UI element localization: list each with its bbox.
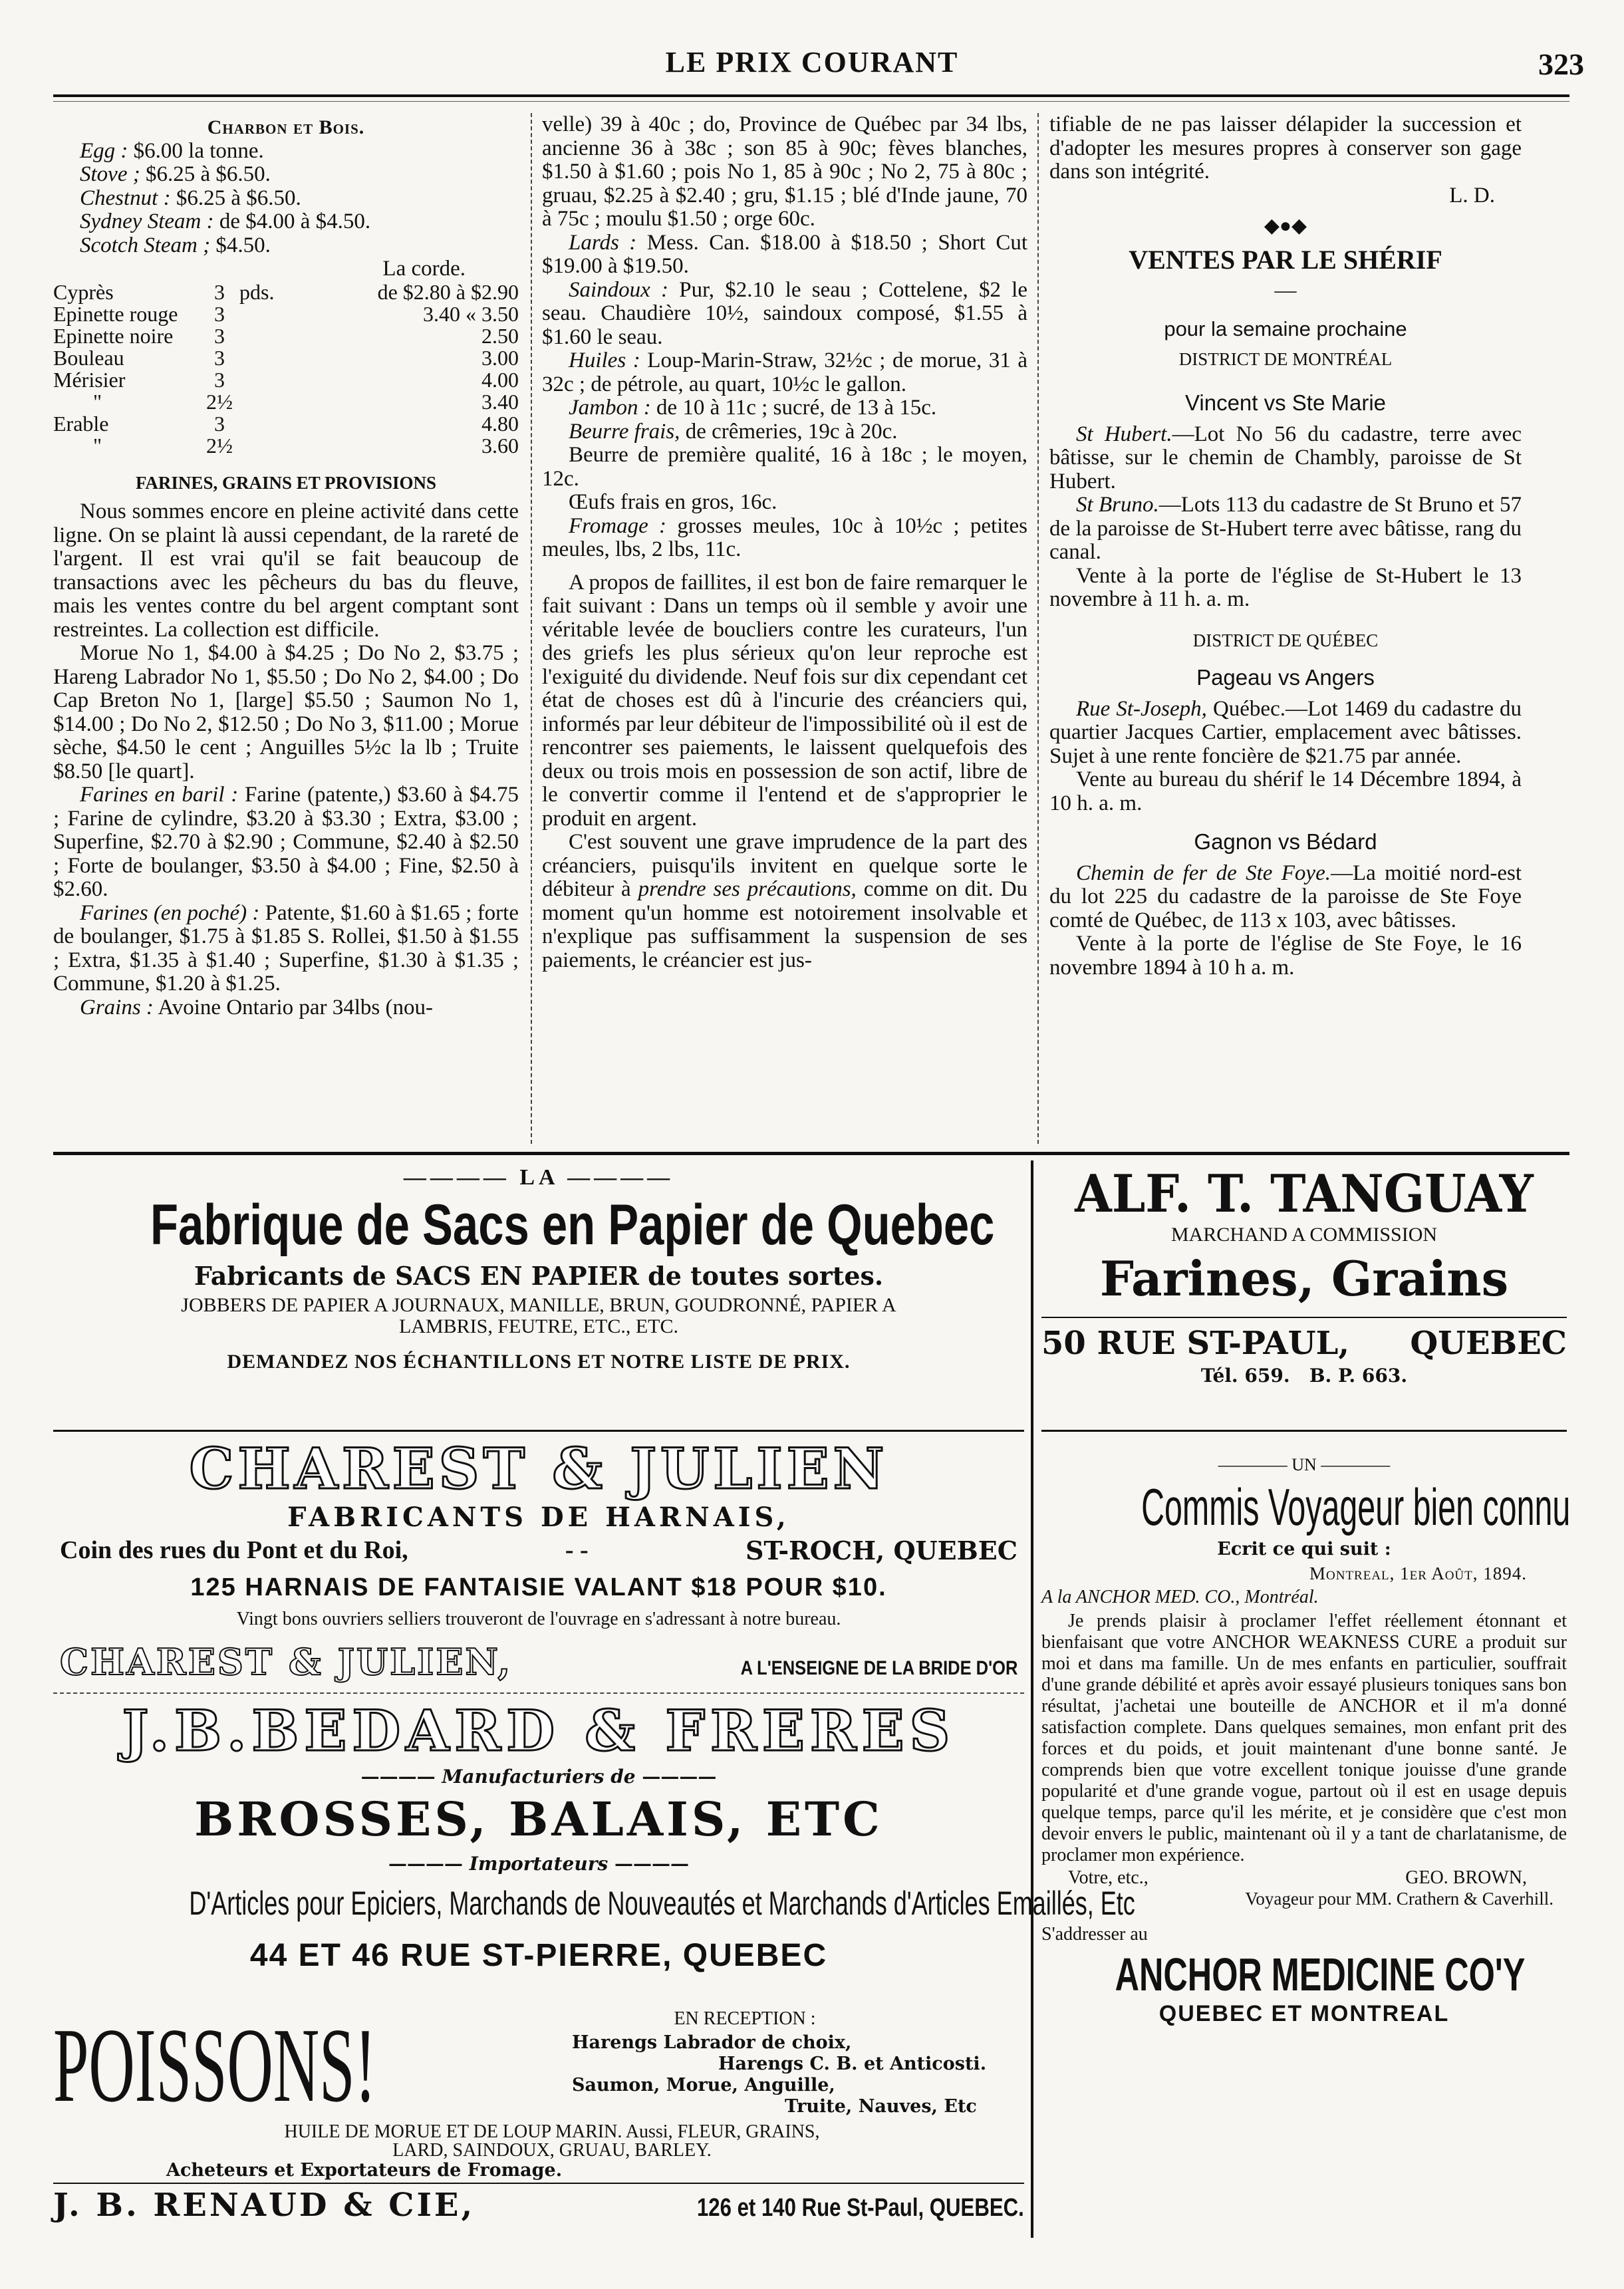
ad-line: Ecrit ce qui suit : [1217, 1539, 1391, 1559]
ad-line: ———— Importateurs ———— [388, 1853, 689, 1875]
coal-item: Egg : $6.00 la tonne. [80, 138, 264, 163]
table-row: Cyprès 3 pds. de $2.80 à $2.90 [53, 279, 519, 304]
paragraph: St Hubert.—Lot No 56 du cadastre, terre avec bâtisse, sur le chemin de Chambly, paroisse de St Hubert. [1049, 422, 1522, 493]
ad-line: Harengs C. B. et Anticosti. [718, 2054, 987, 2074]
column-3 [1049, 113, 1522, 980]
paragraph: Farines en baril : Farine (patente,) $3.60 à $4.75 ; Farine de cylindre, $3.20 à $3.30 ; Extra, $3.00 ; Superfine, $2.70 à $2.90 ; Commune, $2.40 à $2.50 ; Forte de boulanger, $3.50 à $4.00 ; Fine, $2.50 à $2.60. [53, 783, 519, 901]
ad-line: 125 HARNAIS DE FANTAISIE VALANT $18 POUR $10. [190, 1573, 887, 1601]
header-rule-thin [53, 101, 1569, 102]
paragraph: Œufs frais en gros, 16c. [569, 490, 777, 514]
sheriff-sales-title: VENTES PAR LE SHÉRIF [1129, 244, 1442, 275]
paragraph: tifiable de ne pas laisser délapider la succession et d'adopter les mesures propres à conserver son gage dans son intégrité. [1049, 112, 1522, 184]
ad-line: Truite, Nauves, Etc [785, 2096, 977, 2117]
paragraph: Vente à la porte de l'église de St-Hubert le 13 novembre à 11 h. a. m. [1049, 563, 1522, 611]
table-row: " 2½ 3.60 [93, 433, 519, 458]
coal-item: Scotch Steam ; $4.50. [80, 233, 271, 257]
ad-line: D'Articles pour Epiciers, Marchands de Nouveautés et Marchands d'Articles Emaillés, Etc [189, 1885, 1135, 1922]
ad-footer [53, 2187, 1024, 2224]
ad-line: JOBBERS DE PAPIER A JOURNAUX, MANILLE, BRUN, GOUDRONNÉ, PAPIER A LAMBRIS, FEUTRE, ETC., ETC. [181, 1294, 896, 1337]
ad-date: Montreal, 1er Août, 1894. [1309, 1563, 1527, 1583]
table-row: Epinette noire 3 2.50 [53, 323, 519, 348]
coal-item: Chestnut : $6.25 à $6.50. [80, 186, 301, 210]
paragraph: Vente à la porte de l'église de Ste Foye, le 16 novembre 1894 à 10 h a. m. [1049, 932, 1522, 980]
paragraph: Chemin de fer de Ste Foye.—La moitié nord-est du lot 225 du cadastre de la paroisse de Ste Foye comté de Québec, de 113 x 103, avec bâtisses. [1049, 861, 1522, 932]
paragraph: Huiles : Loup-Marin-Straw, 32½c ; de morue, 31 à 32c ; de pétrole, au quart, 10½c le gallon. [542, 348, 1028, 396]
ad-signature [1041, 1867, 1567, 1889]
ad-title: Fabrique de Sacs en Papier de Quebec [150, 1193, 995, 1257]
column-2 [542, 113, 1027, 972]
ad-address: 126 et 140 Rue St-Paul, QUEBEC. [697, 2194, 1024, 2222]
ad-sign-name: GEO. BROWN, [1405, 1867, 1527, 1888]
paragraph: Beurre de première qualité, 16 à 18c ; le moyen, 12c. [542, 443, 1027, 491]
paragraph: Beurre frais, de crêmeries, 19c à 20c. [569, 419, 898, 444]
column-divider [1037, 113, 1039, 1144]
coal-list [80, 140, 519, 258]
ad-sign-greeting: Votre, etc., [1068, 1867, 1149, 1888]
ad-line: Tél. 659. B. P. 663. [1200, 1365, 1408, 1387]
page-number: 323 [1538, 47, 1584, 81]
ad-address-line [53, 1536, 1024, 1565]
ad-address: Coin des rues du Pont et du Roi, [60, 1536, 408, 1564]
coal-wood-heading: Charbon et Bois. [207, 116, 365, 138]
ad-kicker: ———— LA ———— [403, 1165, 674, 1190]
ad-title: Commis Voyageur bien connu [1141, 1478, 1571, 1536]
paragraph: Lards : Mess. Can. $18.00 à $18.50 ; Short Cut $19.00 à $19.50. [542, 230, 1027, 278]
table-row: Mérisier 3 4.00 [53, 367, 519, 392]
paragraph: Saindoux : Pur, $2.10 le seau ; Cottelene, $2 le seau. Chaudière 10½, saindoux composé, $1.55 à $1.60 le seau. [542, 277, 1027, 349]
ads-column-divider [1031, 1160, 1033, 2238]
ad-kicker: ———— UN ———— [1218, 1455, 1391, 1474]
ad-line: HUILE DE MORUE ET DE LOUP MARIN. Aussi, FLEUR, GRAINS, [284, 2121, 820, 2142]
ad-anchor [1041, 1455, 1571, 2027]
ad-fabrique-sacs [53, 1165, 1024, 1373]
case-title: Gagnon vs Bédard [1194, 829, 1377, 854]
paragraph: Vente au bureau du shérif le 14 Décembre 1894, à 10 h. a. m. [1049, 767, 1522, 815]
paragraph: Farines (en poché) : Patente, $1.60 à $1.65 ; forte de boulanger, $1.75 à $1.85 S. Rollei, $1.50 à $1.55 ; Extra, $1.35 à $1.40 ; Superfine, $1.30 à $1.35 ; Commune, $1.20 à $1.25. [53, 900, 519, 996]
ad-line: LARD, SAINDOUX, GRUAU, BARLEY. [392, 2140, 712, 2161]
ad-tanguay [1041, 1165, 1567, 1387]
ad-city: ST-ROCH, QUEBEC [745, 1536, 1017, 1565]
ad-title: POISSONS! [53, 2006, 376, 2124]
ad-title: ALF. T. TANGUAY [1075, 1164, 1534, 1224]
ad-charest-julien [53, 1438, 1024, 1683]
ad-address: 50 RUE ST-PAUL, [1041, 1325, 1350, 1362]
ad-line: S'addresser au [1041, 1924, 1148, 1945]
table-row: " 2½ 3.40 [93, 389, 519, 414]
column-divider [531, 113, 532, 1144]
ad-company: J. B. RENAUD & CIE, [53, 2187, 475, 2224]
ads-separator [53, 1152, 1569, 1155]
header-rule [53, 94, 1569, 97]
ad-line: Harengs Labrador de choix, [572, 2032, 852, 2053]
paragraph: Rue St-Joseph, Québec.—Lot 1469 du cadastre du quartier Jacques Cartier, emplacement avec bâtisses. Sujet à une rente foncière de $21.75 par année. [1049, 696, 1522, 768]
coal-item: Sydney Steam : de $4.00 à $4.50. [80, 209, 371, 233]
ad-sign-title: Voyageur pour MM. Crathern & Caverhill. [1245, 1889, 1554, 1909]
ornament: ◆●◆ [1264, 215, 1307, 237]
ad-line: Saumon, Morue, Anguille, [572, 2075, 835, 2095]
ad-body: Je prends plaisir à proclamer l'effet réellement étonnant et bienfaisant que votre ANCHOR WEAKNESS CURE a produit sur moi et dans ma famille. Un de mes enfants en particulier, souffrait d'une grande débilité et après avoir essayé plusieurs toniques sans bon résultat, j'achetai une bouteille de ANCHOR et il m'a donné satisfaction complete. Dans quelques semaines, mon enfant prit des forces et du poids, et jouit maintenant d'une bonne santé. Je comprends bien que votre excellent tonique jouisse d'une grande popularité et d'une grande vogue, partout où il est en usage depuis quelque temps, parce qu'il les mérite, et je considère que c'est mon devoir envers le public, maintenant où il y a tant de charlatanisme, de proclamer mon expérience. [1041, 1611, 1567, 1865]
ad-divider [53, 1692, 1024, 1694]
ad-title: J.B.BEDARD & FRERES [122, 1698, 956, 1764]
ornament: — [1274, 278, 1297, 303]
ad-line: Fabricants de SACS EN PAPIER de toutes sortes. [194, 1261, 884, 1291]
district-heading: DISTRICT DE MONTRÉAL [1178, 348, 1393, 369]
ad-company: ANCHOR MEDICINE CO'Y [1115, 1949, 1526, 2000]
ad-line: Vingt bons ouvriers selliers trouveront de l'ouvrage en s'adressant à notre bureau. [236, 1609, 841, 1629]
wood-unit-header: La corde. [382, 257, 466, 281]
ad-line: 44 ET 46 RUE ST-PIERRE, QUEBEC [249, 1938, 828, 1973]
ad-line: FABRICANTS DE HARNAIS, [287, 1502, 790, 1533]
table-row: Epinette rouge 3 3.40 « 3.50 [53, 301, 519, 326]
wood-price-table [53, 281, 519, 457]
ad-sign-line [53, 1641, 1024, 1683]
case-title: Vincent vs Ste Marie [1184, 390, 1387, 415]
ad-line: EN RECEPTION : [674, 2008, 816, 2029]
paragraph: A propos de faillites, il est bon de faire remarquer le fait suivant : Dans un temps où il semble y avoir une véritable levée de boucliers contre les curateurs, l'un des griefs les plus sérieux qu'on leur reproche est l'exiguité du dividende. Neuf fois sur dix cependant cet état de choses est dû à l'incurie des créanciers qui, informés par leur débiteur de l'impossibilité où il est de rencontrer ses paiements, le laissent quelquefois des deux ou trois mois en possession de son actif, libre de le convertir comme il l'entend et de s'approprier le produit en argent. [542, 570, 1027, 831]
paragraph: C'est souvent une grave imprudence de la part des créanciers, puisqu'ils invitent en quelque sorte le débiteur à prendre ses précautions, comme on dit. Du moment qu'un homme est notoirement insolvable et n'explique pas suffisamment la suspension de ses paiements, le créancier est jus- [542, 830, 1027, 972]
ad-line: MARCHAND A COMMISSION [1170, 1224, 1438, 1246]
paragraph: Morue No 1, $4.00 à $4.25 ; Do No 2, $3.75 ; Hareng Labrador No 1, $5.50 ; Do No 2, $4.00 ; Do Cap Breton No 1, [large] $5.50 ; Saumon No 1, $14.00 ; Do No 2, $12.50 ; Do No 3, $11.00 ; Morue sèche, $4.50 le cent ; Anguilles 5½c la lb ; Truite $8.50 [le quart]. [53, 641, 519, 783]
ad-line: ———— Manufacturiers de ———— [360, 1766, 717, 1788]
coal-item: Stove ; $6.25 à $6.50. [80, 162, 271, 186]
table-row: Bouleau 3 3.00 [53, 345, 519, 370]
ad-address-line [1041, 1317, 1567, 1362]
page-title: LE PRIX COURANT [665, 46, 959, 78]
ad-sign-tag: A L'ENSEIGNE DE LA BRIDE D'OR [740, 1657, 1017, 1679]
ad-sign-name: CHAREST & JULIEN, [60, 1641, 513, 1683]
ad-divider [1041, 1430, 1567, 1432]
ad-line: DEMANDEZ NOS ÉCHANTILLONS ET NOTRE LISTE DE PRIX. [227, 1351, 851, 1373]
column-1 [53, 113, 519, 1019]
ad-salutation: A la ANCHOR MED. CO., Montréal. [1041, 1587, 1319, 1607]
paragraph: St Bruno.—Lots 113 du cadastre de St Bruno et 57 de la paroisse de St-Hubert terre avec bâtisse, rang du canal. [1049, 493, 1522, 564]
paragraph: velle) 39 à 40c ; do, Province de Québec par 34 lbs, ancienne 36 à 38c ; son 85 à 90c; fèves blanches, $1.50 à $1.60 ; pois No 1, 85 à 90c ; No 2, 75 à 80c ; gruau, $2.25 à $2.40 ; gru, $1.15 ; blé d'Inde jaune, 70 à 75c ; moulu $1.50 ; orge 60c. [542, 112, 1027, 231]
ad-divider [53, 2183, 1024, 2184]
subtitle: pour la semaine prochaine [1164, 317, 1407, 340]
section-heading: FARINES, GRAINS ET PROVISIONS [135, 472, 437, 493]
ad-city: QUEBEC [1410, 1325, 1567, 1362]
ad-line: BROSSES, BALAIS, ETC [194, 1792, 883, 1847]
district-heading: DISTRICT DE QUÉBEC [1192, 630, 1379, 650]
paragraph: Nous sommes encore en pleine activité dans cette ligne. On se plaint là aussi cependant, de la rareté de l'argent. Il est vrai qu'il se fait beaucoup de transactions avec les pêcheurs du bas du fleuve, mais les ventes contre du bel argent comptant sont restreintes. La collection est difficile. [53, 499, 519, 642]
ad-dash: - - [565, 1536, 589, 1564]
ad-city: QUEBEC ET MONTREAL [1158, 2001, 1450, 2026]
ad-line: Acheteurs et Exportateurs de Fromage. [166, 2160, 563, 2181]
case-title: Pageau vs Angers [1196, 665, 1375, 690]
table-row: Erable 3 4.80 [53, 411, 519, 436]
signature: L. D. [1449, 183, 1495, 207]
ad-line: Farines, Grains [1099, 1250, 1509, 1307]
ad-title: CHAREST & JULIEN [189, 1436, 888, 1502]
ad-divider [53, 1430, 1024, 1432]
paragraph: Grains : Avoine Ontario par 34lbs (nou- [80, 995, 434, 1019]
paragraph: Fromage : grosses meules, 10c à 10½c ; petites meules, lbs, 2 lbs, 11c. [542, 513, 1028, 561]
paragraph: Jambon : de 10 à 11c ; sucré, de 13 à 15c. [569, 396, 937, 420]
